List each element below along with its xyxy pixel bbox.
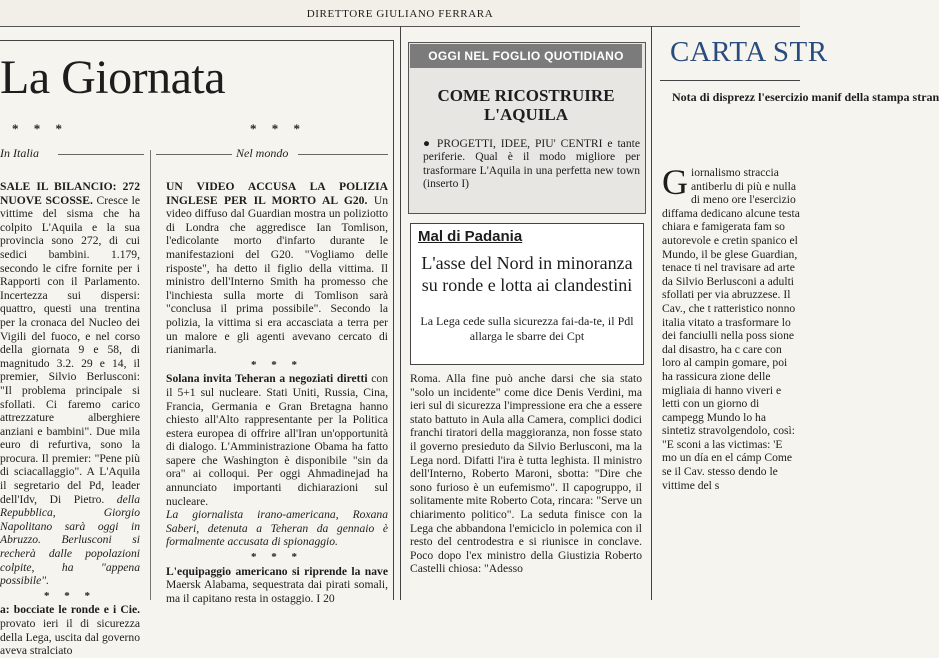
- headline-asse-del-nord: L'asse del Nord in minoranza su ronde e lotta ai clandestini: [421, 253, 633, 295]
- section-nel-mondo: Nel mondo: [236, 146, 289, 160]
- column-rule: [400, 26, 401, 600]
- section-rule: [156, 154, 232, 155]
- article-ronde: provato ieri il di sicurezza della Lega, uscita dal governo aveva stralciato: [0, 617, 140, 658]
- dropcap: G: [662, 162, 688, 202]
- carta-rule: [660, 80, 800, 81]
- stars-divider: * * *: [44, 589, 96, 602]
- headline-ronde: a: bocciate le ronde e i Cie.: [0, 603, 140, 617]
- article-bilancio: Cresce le vittime del sisma che ha colpito L'Aquila e la sua provincia sono 272, di cui sedici bambini. 1.179, secondo le cifre fornite per i Rapporti con il Parlamento. Incertezza sui dispersi: quattro, questi una trentina per la cronaca del Nucleo dei Vigili del fuoco, e nel corso della giornata 9 e 58, di magnitudo 3.2. 29 e 14, il premier, Silvio Berlusconi: "Il problema principale si sfollati. Ci faremo carico attrezzature alberghiere anziani e bambini". Due mila euro di refurtiva, sono la procura. Il premier: "Pene più di sciacallaggio". A L'Aquila il segretario del Pd, leader dell'Idv, Di Pietro.: [0, 193, 140, 506]
- article-saberi: La giornalista irano-americana, Roxana Saberi, detenuta a Teheran da gennaio è formalmente accusata di spionaggio.: [166, 508, 388, 549]
- article-maersk: Maersk Alabama, sequestrata dai pirati somali, ma il capitano resta in ostaggio. I 20: [166, 578, 388, 605]
- headline-solana: Solana invita Teheran a negoziati diretti: [166, 372, 368, 386]
- section-rule: [298, 154, 388, 155]
- carta-subhead: Nota di disprezz l'esercizio manif della stampa stran: [672, 90, 939, 104]
- article-lega-text: Roma. Alla fine può anche darsi che sia stato "solo un incidente" come dice Denis Verdini, ma ieri sul di sicurezza l'impressione era che a essere stato battuto in Aula alla Camera, complici dodici franchi tiratori della maggioranza, non fosse stato il governo presieduto da Silvio Berlusconi, ma la Lega nord. Difatti l'ira è tutta leghista. Il ministro dell'Interno, Roberto Maroni, sbotta: "Dire che sono furioso è un eufemismo". Il capogruppo, il solitamente mite Roberto Cota, rincara: "Serve un chiarimento politico". La seduta finisce con la Lega che abbandona l'emiciclo in polemica con il resto del centrodestra e si riunisce in conclave. Poco dopo l'ex ministro della Giustizia Roberto Castelli chiosa: "Adesso: [410, 372, 642, 576]
- oggi-headline: COME RICOSTRUIRE L'AQUILA: [437, 86, 615, 124]
- lega-article: [410, 372, 642, 600]
- oggi-teaser-text: PROGETTI, IDEE, PIU' CENTRI e tante periferie. Qual è il modo migliore per trasformare L'Aquila in una perfetta new town: [423, 137, 640, 177]
- section-rule: [58, 154, 144, 155]
- oggi-insert-ref: (inserto I): [423, 177, 470, 191]
- bullet-icon: ●: [423, 137, 433, 150]
- kicker-mal-di-padania: Mal di Padania: [418, 228, 523, 245]
- section-title-la-giornata: La Giornata: [0, 51, 226, 104]
- stars-divider: * * *: [251, 551, 303, 564]
- stars-divider: * * *: [12, 121, 68, 136]
- oggi-teaser: [423, 137, 640, 191]
- column-rule: [651, 26, 652, 600]
- headline-maersk: L'equipaggio americano si riprende la nave: [166, 564, 388, 578]
- column-rule: [393, 40, 394, 600]
- subhead-lega: La Lega cede sulla sicurezza fai-da-te, il Pdl allarga le sbarre dei Cpt: [420, 314, 634, 343]
- giornata-rule: [0, 40, 394, 41]
- article-bilancio-italic: della Repubblica, Giorgio Napolitano sarà oggi in Abruzzo. Berlusconi si recherà dalle popolazioni colpite, ha "appena possibile".: [0, 492, 140, 588]
- section-in-italia: In Italia: [0, 146, 39, 160]
- oggi-band: OGGI NEL FOGLIO QUOTIDIANO: [410, 44, 642, 68]
- director-line: DIRETTORE GIULIANO FERRARA: [306, 8, 494, 20]
- article-solana: con il 5+1 sul nucleare. Stati Uniti, Russia, Cina, Francia, Germania e Gran Bretagna hanno chiesto all'Alto rappresentante per la Politica estera europea di offrire all'Iran un'opportunità di dialogo. L'Amministrazione Obama ha fatto sapere che Washington è disponibile "sin da ora" ai colloqui. Per oggi Ahmadinejad ha annunciato importanti dichiarazioni sul nucleare.: [166, 372, 388, 508]
- article-video-polizia: Un video diffuso dal Guardian mostra un poliziotto di Londra che aggredisce Ian Tomlison, l'edicolante morto d'infarto durante le manifestazioni del G20. "Vogliamo delle risposte", ha detto il figlio della vittima. Il ministro dell'Interno Smith ha promesso che l'inchiesta sulla morte di Tomlison sarà "conclusa il prima possibile". Secondo la polizia, la vittima si era accasciata a terra per un malore e gli agenti avevano cercato di rianimarla.: [166, 193, 388, 357]
- headline-video-polizia: UN VIDEO ACCUSA LA POLIZIA INGLESE PER IL MORTO AL G20.: [166, 180, 388, 207]
- carta-column: [662, 162, 800, 600]
- stars-divider: * * *: [250, 121, 306, 136]
- stars-divider: * * *: [251, 358, 303, 371]
- section-title-carta-straccia: CARTA STR: [670, 36, 828, 68]
- masthead-bar: [0, 0, 800, 27]
- article-carta-text: iornalismo straccia antiberlu di più e nulla di meno ore l'esercizio diffama dedicano alcune testa chiara e famigerata fam so autorevole e cretin spanico el Mundo, il be glese Guardian, tenace ti nel travisare ad arte da Silvio Berlusconi a adulti sfollati per via abruzzese. Il Cav., che t ratteristico nonno italia vitato a trasformare lo dei fanciulli nella poss sione dal disastro, ha c care con loro al campin gomare, poi ha rassicura zione delle migliaia di hanno viveri e letti con un giorno di campegg Mundo lo ha sintetiz stravolgendolo, così: "E sconi a las victimas: 'E mo un día en el cámp Come se il Cav. stesso dendo le vittime del s: [662, 166, 800, 492]
- column-rule: [150, 150, 151, 600]
- headline-bilancio: SALE IL BILANCIO: 272 NUOVE SCOSSE.: [0, 180, 140, 207]
- mondo-column: [166, 180, 388, 605]
- italia-column: [0, 180, 140, 658]
